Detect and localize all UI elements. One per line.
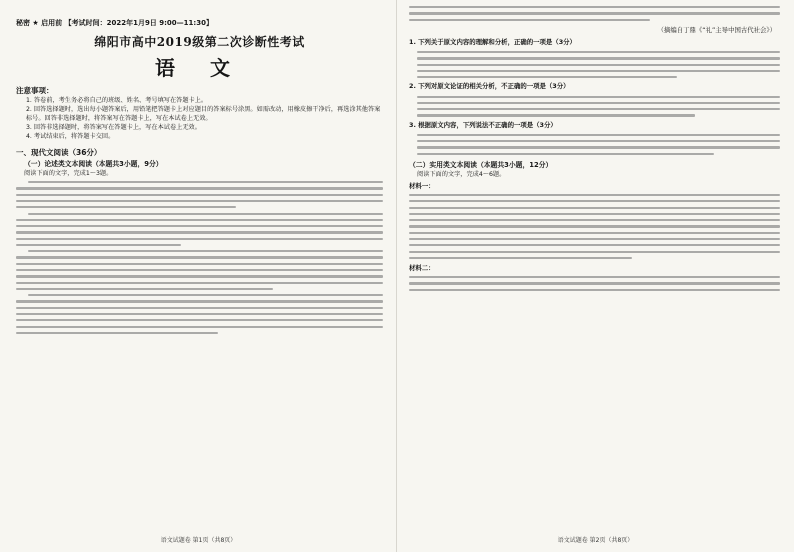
material-label: 材料二： xyxy=(409,264,435,273)
subsection-heading: （一）论述类文本阅读（本题共3小题，9分） xyxy=(24,160,163,168)
text-line xyxy=(16,244,181,246)
text-line xyxy=(417,146,780,148)
text-line xyxy=(417,140,780,142)
text-line xyxy=(16,187,383,189)
text-line xyxy=(409,257,632,259)
notes-item: 2. 回答选择题时，选出每小题答案后，用铅笔把答题卡上对应题目的答案标号涂黑。如需改动，用橡皮擦干净后，再选涂其他答案标号。回答非选择题时，将答案写在答题卡上，写在本试卷上无效。 xyxy=(26,106,381,122)
text-line xyxy=(409,289,780,291)
text-line xyxy=(417,134,780,136)
text-line xyxy=(28,250,383,252)
text-line xyxy=(409,238,780,240)
section-heading: 一、现代文阅读（36分） xyxy=(16,148,102,157)
text-line xyxy=(409,244,780,246)
text-line xyxy=(417,64,780,66)
text-line xyxy=(16,313,383,315)
text-line xyxy=(417,108,780,110)
text-line xyxy=(417,96,780,98)
text-line xyxy=(16,200,383,202)
text-line xyxy=(409,194,780,196)
question-2-options-placeholder xyxy=(409,96,780,117)
text-line xyxy=(16,238,383,240)
passage-continuation-placeholder xyxy=(409,6,780,21)
exam-subject-title: 语 文 xyxy=(155,56,244,80)
text-line xyxy=(16,319,383,321)
text-line xyxy=(16,288,273,290)
text-line xyxy=(417,114,695,116)
material-2-placeholder xyxy=(409,276,780,291)
text-line xyxy=(16,219,383,221)
notes-item: 1. 答卷前，考生务必将自己的班级、姓名、考号填写在答题卡上。 xyxy=(26,97,208,104)
text-line xyxy=(409,251,780,253)
page-footer: 语文试题卷 第1页（共8页） xyxy=(160,537,237,544)
text-line xyxy=(16,326,383,328)
exam-page-right xyxy=(397,0,794,552)
text-line xyxy=(409,6,780,8)
notes-heading: 注意事项： xyxy=(16,86,54,95)
question-1-stem: 1. 下列关于原文内容的理解和分析，正确的一项是（3分） xyxy=(409,37,576,46)
text-line xyxy=(417,102,780,104)
read-instruction: 阅读下面的文字，完成1～3题。 xyxy=(24,170,113,177)
text-line xyxy=(16,231,383,233)
question-3-options-placeholder xyxy=(409,134,780,155)
text-line xyxy=(16,263,383,265)
text-line xyxy=(28,213,383,215)
text-line xyxy=(28,294,383,296)
text-line xyxy=(417,70,780,72)
question-3-stem: 3. 根据原文内容，下列说法不正确的一项是（3分） xyxy=(409,120,557,129)
text-line xyxy=(16,300,383,302)
text-line xyxy=(409,219,780,221)
notes-item: 4. 考试结束后，将答题卡交回。 xyxy=(26,133,115,140)
material-label: 材料一： xyxy=(409,181,435,190)
text-line xyxy=(16,307,383,309)
text-line xyxy=(16,194,383,196)
text-line xyxy=(409,12,780,14)
text-line xyxy=(417,76,677,78)
text-line xyxy=(409,207,780,209)
text-line xyxy=(409,232,780,234)
text-line xyxy=(16,332,218,334)
text-line xyxy=(417,51,780,53)
text-line xyxy=(409,200,780,202)
question-2-stem: 2. 下列对原文论证的相关分析，不正确的一项是（3分） xyxy=(409,82,570,91)
text-line xyxy=(28,181,383,183)
text-line xyxy=(16,225,383,227)
text-line xyxy=(409,213,780,215)
text-line xyxy=(16,282,383,284)
question-1-options-placeholder xyxy=(409,51,780,78)
text-line xyxy=(409,276,780,278)
text-line xyxy=(409,282,780,284)
read-instruction: 阅读下面的文字，完成4～6题。 xyxy=(417,170,506,178)
text-line xyxy=(417,153,714,155)
text-line xyxy=(417,57,780,59)
reading-passage-placeholder xyxy=(16,181,383,334)
subsection-heading: （二）实用类文本阅读（本题共3小题，12分） xyxy=(409,160,553,169)
text-line xyxy=(16,269,383,271)
text-line xyxy=(16,256,383,258)
material-1-placeholder xyxy=(409,194,780,259)
passage-source: （摘编自丁鼎《“礼”主导中国古代社会》） xyxy=(657,25,776,34)
exam-school-title: 绵阳市高中2019级第二次诊断性考试 xyxy=(94,35,305,49)
notes-list xyxy=(26,96,383,141)
text-line xyxy=(16,206,236,208)
notes-item: 3. 回答非选择题时，将答案写在答题卡上，写在本试卷上无效。 xyxy=(26,124,201,131)
text-line xyxy=(16,275,383,277)
page-footer: 语文试题卷 第2页（共8页） xyxy=(557,537,634,544)
exam-secret-line: 秘密 ★ 启用前 【考试时间：2022年1月9日 9:00—11:30】 xyxy=(16,19,213,27)
text-line xyxy=(409,225,780,227)
text-line xyxy=(409,19,650,21)
